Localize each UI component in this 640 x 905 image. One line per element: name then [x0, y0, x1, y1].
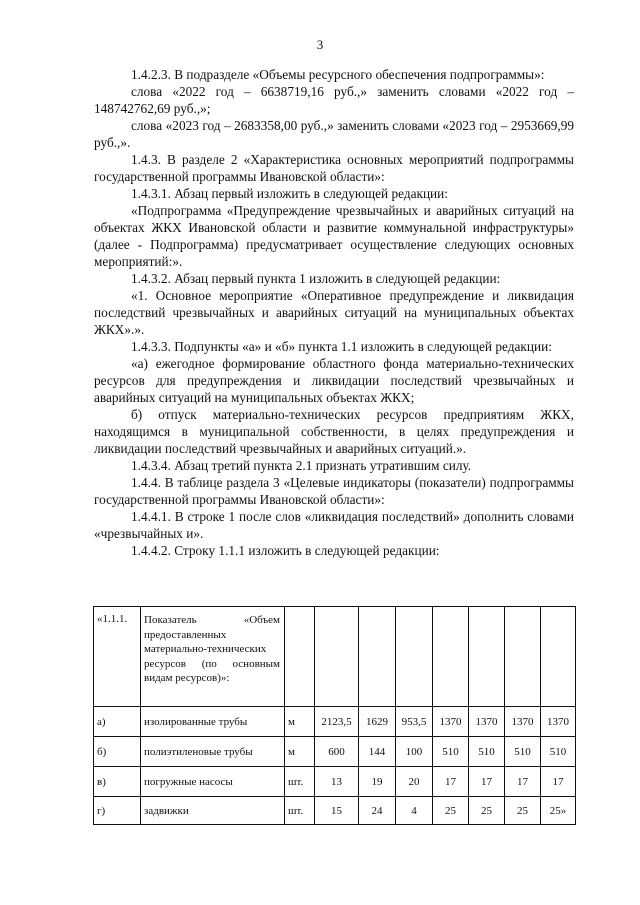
- row-number-cell: а): [94, 707, 141, 737]
- indicator-name-cell: задвижки: [141, 797, 285, 825]
- paragraph: 1.4.3.4. Абзац третий пункта 2.1 признать утратившим силу.: [131, 458, 472, 473]
- paragraph: слова «2022 год – 6638719,16 руб.,» заменить словами «2022 год – 148742762,69 руб.,»;: [94, 84, 574, 116]
- indicator-name-cell: изолированные трубы: [141, 707, 285, 737]
- value-cell: 510: [505, 737, 541, 767]
- table-row: [94, 707, 576, 737]
- paragraph: 1.4.4.1. В строке 1 после слов «ликвидация последствий» дополнить словами «чрезвычайных и».: [94, 509, 574, 541]
- paragraph: «а) ежегодное формирование областного фонда материально-технических ресурсов для предупреждения и ликвидации последствий чрезвычайных и аварийных ситуаций на муниципальных объектах ЖКХ;: [94, 356, 574, 405]
- row-number-cell: г): [94, 797, 141, 825]
- row-number-cell: «1.1.1.: [94, 607, 141, 707]
- paragraph: «Подпрограмма «Предупреждение чрезвычайных и аварийных ситуаций на объектах ЖКХ Ивановской области и развитие коммунальной инфраструктуры» (далее - Подпрограмма) предусматривает осуществление следующих основных мероприятий:».: [94, 203, 574, 269]
- paragraph: «1. Основное мероприятие «Оперативное предупреждение и ликвидация последствий чрезвычайных и аварийных ситуаций на муниципальных объектах ЖКХ».».: [94, 288, 574, 337]
- value-cell: 600: [315, 737, 359, 767]
- value-cell: [469, 607, 505, 707]
- unit-cell: м: [285, 737, 315, 767]
- value-cell: 19: [359, 767, 396, 797]
- paragraph: 1.4.3.3. Подпункты «а» и «б» пункта 1.1 изложить в следующей редакции:: [131, 339, 552, 354]
- indicator-table: [93, 606, 576, 825]
- value-cell: 17: [433, 767, 469, 797]
- value-cell: [433, 607, 469, 707]
- value-cell: 17: [505, 767, 541, 797]
- row-number-cell: в): [94, 767, 141, 797]
- value-cell: 20: [396, 767, 433, 797]
- value-cell: 510: [469, 737, 505, 767]
- table-row: [94, 797, 576, 825]
- value-cell: 1370: [433, 707, 469, 737]
- table-row: [94, 767, 576, 797]
- value-cell: 953,5: [396, 707, 433, 737]
- value-cell: 25: [433, 797, 469, 825]
- table-row: [94, 737, 576, 767]
- paragraph: слова «2023 год – 2683358,00 руб.,» заменить словами «2023 год – 2953669,99 руб.,».: [94, 118, 574, 150]
- indicator-name-cell: погружные насосы: [141, 767, 285, 797]
- paragraph: 1.4.3. В разделе 2 «Характеристика основных мероприятий подпрограммы государственной программы Ивановской области»:: [94, 152, 574, 184]
- value-cell: 2123,5: [315, 707, 359, 737]
- value-cell: 510: [433, 737, 469, 767]
- value-cell: 100: [396, 737, 433, 767]
- table-row: [94, 607, 576, 707]
- value-cell: 25: [469, 797, 505, 825]
- paragraph: 1.4.2.3. В подразделе «Объемы ресурсного обеспечения подпрограммы»:: [131, 67, 545, 82]
- value-cell: 4: [396, 797, 433, 825]
- unit-cell: м: [285, 707, 315, 737]
- value-cell: [505, 607, 541, 707]
- indicator-name-cell: Показатель «Объем предоставленных материально-технических ресурсов (по основным видам ресурсов)»:: [141, 607, 285, 707]
- unit-cell: [285, 607, 315, 707]
- indicator-name-cell: полиэтиленовые трубы: [141, 737, 285, 767]
- value-cell: 1370: [469, 707, 505, 737]
- unit-cell: шт.: [285, 797, 315, 825]
- paragraph: 1.4.3.2. Абзац первый пункта 1 изложить в следующей редакции:: [131, 271, 501, 286]
- paragraph: 1.4.4. В таблице раздела 3 «Целевые индикаторы (показатели) подпрограммы государственной программы Ивановской области»:: [94, 475, 574, 507]
- value-cell: 25: [505, 797, 541, 825]
- value-cell: [315, 607, 359, 707]
- page-number: 3: [316, 37, 324, 52]
- value-cell: [541, 607, 576, 707]
- value-cell: 144: [359, 737, 396, 767]
- paragraph: б) отпуск материально-технических ресурсов предприятиям ЖКХ, находящимся в муниципальной собственности, в целях предупреждения и ликвидации последствий чрезвычайных и аварийных ситуаций.».: [94, 407, 574, 456]
- value-cell: 510: [541, 737, 576, 767]
- row-number-cell: б): [94, 737, 141, 767]
- document-body: [94, 66, 574, 559]
- value-cell: 15: [315, 797, 359, 825]
- unit-cell: шт.: [285, 767, 315, 797]
- value-cell: 1629: [359, 707, 396, 737]
- value-cell: 17: [541, 767, 576, 797]
- paragraph: 1.4.3.1. Абзац первый изложить в следующей редакции:: [131, 186, 448, 201]
- value-cell: [396, 607, 433, 707]
- paragraph: 1.4.4.2. Строку 1.1.1 изложить в следующей редакции:: [131, 543, 440, 558]
- value-cell: 13: [315, 767, 359, 797]
- value-cell: 24: [359, 797, 396, 825]
- value-cell: 1370: [505, 707, 541, 737]
- value-cell: 1370: [541, 707, 576, 737]
- value-cell: [359, 607, 396, 707]
- value-cell: 17: [469, 767, 505, 797]
- value-cell: 25»: [541, 797, 576, 825]
